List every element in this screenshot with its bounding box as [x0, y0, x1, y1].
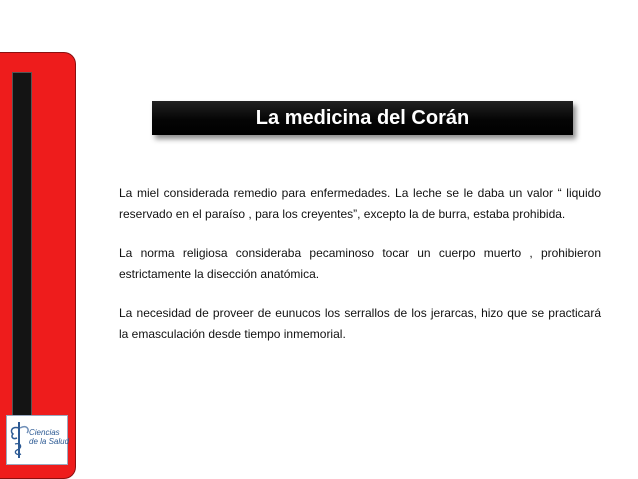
caduceus-wing-icon	[9, 420, 31, 460]
title-bar	[152, 101, 573, 135]
paragraph-dissection: La norma religiosa consideraba pecaminoso tocar un cuerpo muerto , prohibieron estrictamente la disección anatómica.	[119, 246, 601, 281]
slide-content	[119, 183, 601, 363]
logo	[6, 415, 68, 465]
paragraph-honey-milk: La miel considerada remedio para enfermedades. La leche se le daba un valor “ liquido reservado en el paraíso , para los creyentes”, excepto la de burra, estaba prohibida.	[119, 186, 601, 221]
logo-line1: Ciencias	[29, 428, 60, 437]
side-bar	[12, 72, 32, 418]
logo-line2: de la Salud	[29, 437, 70, 446]
paragraph-eunuchs: La necesidad de proveer de eunucos los serrallos de los jerarcas, hizo que se practicará la emasculación desde tiempo inmemorial.	[119, 306, 601, 341]
logo-text	[29, 428, 69, 446]
slide-title: La medicina del Corán	[255, 106, 470, 129]
